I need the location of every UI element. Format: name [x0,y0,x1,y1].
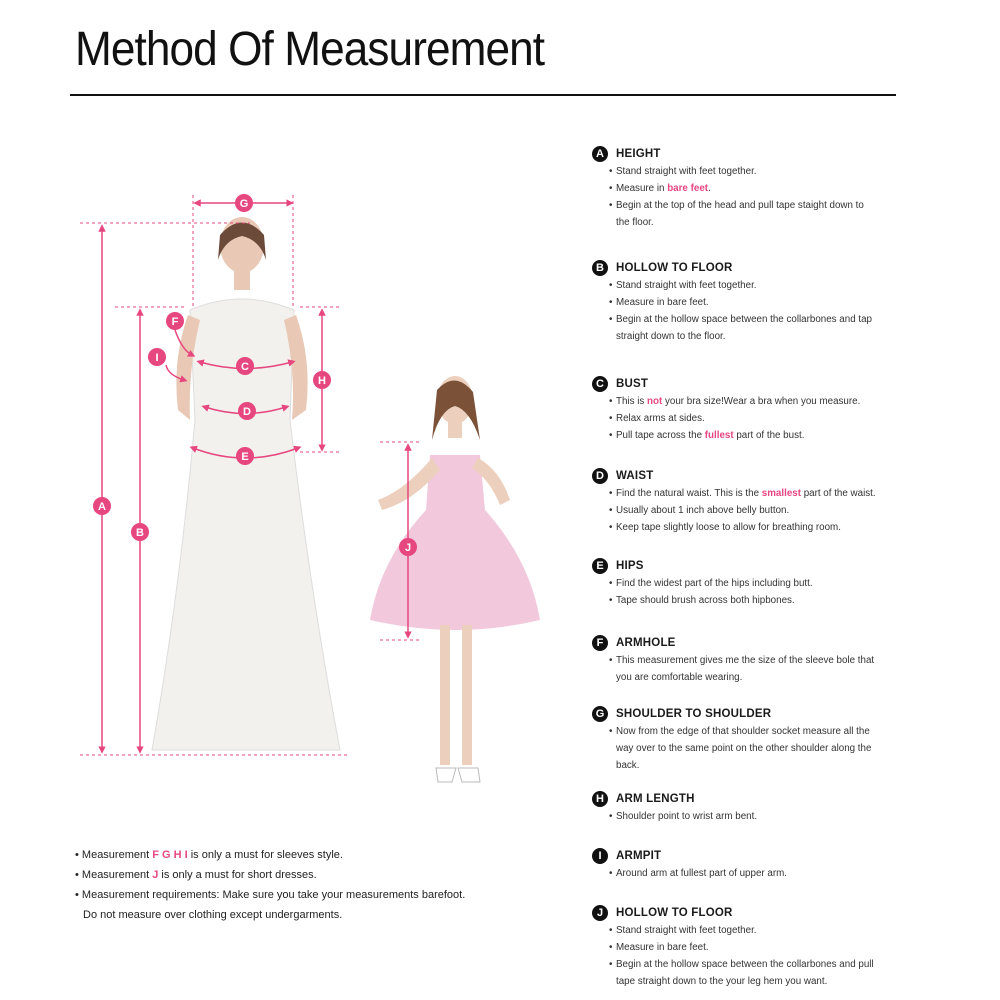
figure-badge-f [166,312,184,330]
badge-j-icon: J [592,905,608,921]
note-line-3: • Measurement requirements: Make sure you take your measurements barefoot. [75,889,466,901]
section-waist: D WAIST • Find the natural waist. This is the smallest part of the waist. • Usually about 1 inch above belly button. • Keep tape slightly loose to allow for breathing room. [592,467,922,536]
section-hips: E HIPS • Find the widest part of the hips including butt. • Tape should brush across both hipbones. [592,557,922,609]
measurement-illustration [60,170,580,810]
note-line-4: Do not measure over clothing except undergarments. [83,909,343,921]
badge-g-icon: G [592,706,608,722]
section-armpit: I ARMPIT • Around arm at fullest part of upper arm. [592,847,922,882]
section-shoulder-to-shoulder: G SHOULDER TO SHOULDER • Now from the edge of that shoulder socket measure all the way over to the same point on the other shoulder along the back. [592,705,922,774]
page-title: Method Of Measurement [75,23,545,76]
section-height: A HEIGHT • Stand straight with feet together. • Measure in bare feet. • Begin at the top of the head and pull tape staight down to the floor. [592,145,922,231]
badge-d-icon: D [592,468,608,484]
section-title: SHOULDER TO SHOULDER [616,708,772,720]
badge-h-icon: H [592,791,608,807]
svg-text:I: I [155,352,159,364]
svg-text:A: A [98,501,106,513]
section-hollow-to-floor: B HOLLOW TO FLOOR • Stand straight with feet together. • Measure in bare feet. • Begin at the hollow space between the collarbones and tap straight down to the floor. [592,259,922,345]
figure-badge-g [235,194,253,212]
figure-badge-e [236,447,254,465]
note-line-1: • Measurement F G H I is only a must for sleeves style. [75,849,343,861]
section-title: HEIGHT [616,148,661,160]
svg-text:D: D [243,406,251,418]
figure-badge-c [236,357,254,375]
svg-text:F: F [171,316,179,328]
badge-b-icon: B [592,260,608,276]
badge-c-icon: C [592,376,608,392]
section-title: ARM LENGTH [616,793,695,805]
svg-text:C: C [241,361,249,373]
section-title: ARMHOLE [616,637,676,649]
section-title: HIPS [616,560,644,572]
figure-badge-i [148,348,166,366]
section-title: WAIST [616,470,654,482]
badge-e-icon: E [592,558,608,574]
badge-i-icon: I [592,848,608,864]
section-arm-length: H ARM LENGTH • Shoulder point to wrist arm bent. [592,790,922,825]
svg-text:H: H [318,375,326,387]
svg-text:J: J [404,542,412,554]
figure-badge-b [131,523,149,541]
figure-badge-j [399,538,417,556]
bride-figure [152,217,340,750]
figure-badge-d [238,402,256,420]
badge-f-icon: F [592,635,608,651]
section-armhole: F ARMHOLE • This measurement gives me the size of the sleeve bole that you are comfortable wearing. [592,634,922,686]
figure-badge-a [93,497,111,515]
section-title: ARMPIT [616,850,662,862]
svg-text:E: E [241,451,249,463]
short-dress-figure [370,376,540,782]
svg-text:B: B [136,527,144,539]
figure-badge-h [313,371,331,389]
section-hollow-to-floor-short: J HOLLOW TO FLOOR • Stand straight with feet together. • Measure in bare feet. • Begin at the hollow space between the collarbones and pull tape straight down to the your leg hem you want. [592,904,922,990]
measurement-notes [75,845,465,925]
badge-a-icon: A [592,146,608,162]
title-divider [70,94,896,96]
section-title: HOLLOW TO FLOOR [616,262,733,274]
section-bust: C BUST • This is not your bra size!Wear a bra when you measure. • Relax arms at sides. • Pull tape across the fullest part of the bust. [592,375,922,444]
section-title: HOLLOW TO FLOOR [616,907,733,919]
svg-text:G: G [239,198,249,210]
section-title: BUST [616,378,649,390]
note-line-2: • Measurement J is only a must for short dresses. [75,869,317,881]
